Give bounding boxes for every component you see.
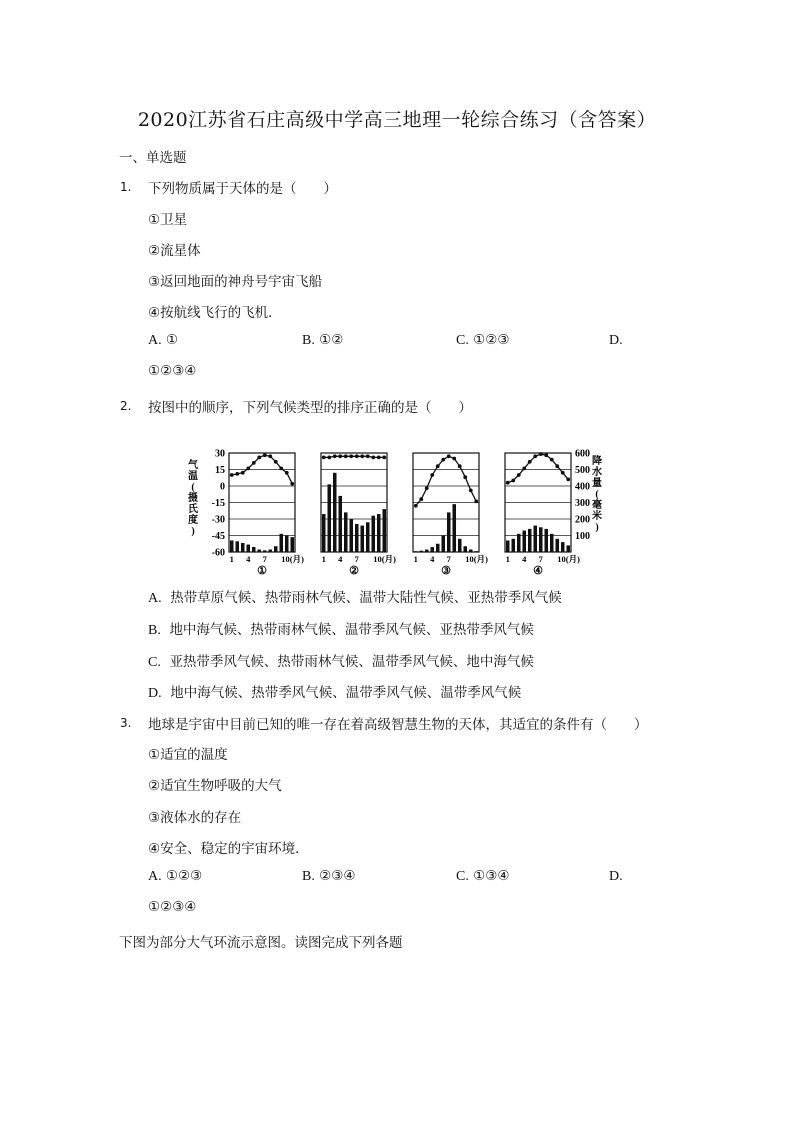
temperature-point [382,456,386,460]
temperature-point [452,457,456,461]
temperature-point [539,452,543,456]
precip-bar [338,496,342,552]
climate-chart-figure [185,446,605,576]
precip-bar [235,541,239,552]
precip-axis-label-char: 水 [592,467,602,478]
temperature-point [366,454,370,458]
option-b[interactable] [302,868,355,885]
precip-axis-label-char: 米 [592,511,602,522]
precip-bar [555,539,559,552]
precip-axis-label-char: 毫 [592,500,602,511]
option-letter: B. [302,869,315,884]
page-title: 2020江苏省石庄高级中学高三地理一轮综合练习（含答案） [137,109,657,131]
option-letter: D. [609,333,623,348]
precip-bar [241,543,245,552]
temperature-point [230,473,234,477]
precip-axis-label-char: ( [595,489,599,500]
statement-item: ②流星体 [148,243,201,259]
precip-bar [544,529,548,552]
precip-bar [561,542,565,552]
month-tick-label: 1 [229,554,234,564]
temperature-point [474,500,478,504]
precip-bar [344,512,348,552]
option-letter: A. [148,869,162,884]
option-c[interactable] [456,332,509,349]
option-d[interactable] [609,868,623,885]
precip-bar [360,526,364,552]
month-tick-label: 1 [505,554,510,564]
precip-bar [333,473,337,552]
question-stem: 地球是宇宙中目前已知的唯一存在着高级智慧生物的天体，其适宜的条件有（ ） [148,717,648,733]
precip-bar [474,551,478,552]
panel-label: ② [349,565,359,576]
precip-bar [327,484,331,552]
temp-tick-label: 30 [215,448,225,460]
precip-bar [322,514,326,552]
precip-bar [539,527,543,552]
next-section-intro: 下图为部分大气环流示意图。读图完成下列各题 [119,935,403,951]
month-tick-label: 1 [321,554,326,564]
option-letter: A. [148,333,162,348]
temperature-point [257,456,261,460]
temperature-point [561,471,565,475]
option-text: ①③④ [473,868,510,884]
precip-bar [419,551,423,552]
precip-bar [436,544,440,552]
precip-axis-label-char: ) [595,522,599,533]
option-text: 地中海气候、热带雨林气候、温带季风气候、亚热带季风气候 [169,622,534,638]
precip-bar [506,540,510,552]
y-axis-label-char: 氏 [188,504,198,515]
temperature-point [333,454,337,458]
month-tick-label: 1 [413,554,418,564]
temperature-point [268,454,272,458]
temperature-point [517,473,521,477]
option-a[interactable] [148,332,178,349]
temperature-point [263,453,267,457]
precip-tick-label: 300 [575,498,590,509]
temperature-point [246,467,250,471]
option-text: 热带草原气候、热带雨林气候、温带大陆性气候、亚热带季风气候 [170,590,562,606]
panel-label: ③ [441,565,451,576]
temperature-point [252,461,256,465]
y-axis-label-char: ) [191,526,195,537]
temperature-point [566,478,570,482]
temperature-point [241,471,245,475]
option-c[interactable] [148,650,534,671]
precip-bar [246,545,250,552]
precip-bar [533,526,537,552]
month-tick-label: 7 [446,554,451,564]
section-heading: 一、单选题 [119,150,187,166]
temperature-point [458,464,462,468]
precip-bar [252,547,256,552]
month-tick-label: 10(月) [465,554,488,564]
precip-bar [274,546,278,552]
y-axis-label-char: ( [191,482,195,493]
precip-bar [257,550,261,552]
option-b[interactable] [148,618,534,639]
precip-bar [511,539,515,552]
temperature-point [430,473,434,477]
precip-tick-label: 400 [575,481,590,493]
temperature-point [279,467,283,471]
month-tick-label: 4 [430,554,435,564]
statement-item: ①适宜的温度 [148,747,228,763]
question-stem: 按图中的顺序，下列气候类型的排序正确的是（ ） [148,400,472,416]
month-tick-label: 4 [522,554,527,564]
month-tick-label: 4 [246,554,251,564]
temperature-point [327,456,331,460]
month-tick-label: 4 [338,554,343,564]
y-axis-label-char: 气 [188,460,198,471]
temperature-point [506,481,510,485]
precip-bar [566,545,570,552]
option-text: ①② [319,332,344,348]
precip-bar [463,546,467,552]
precip-bar [377,514,381,552]
temperature-point [511,479,515,483]
option-letter: C. [456,333,469,348]
temperature-point [344,454,348,458]
temperature-point [274,460,278,464]
option-text: 亚热带季风气候、热带雨林气候、温带季风气候、地中海气候 [169,654,534,670]
question-number: 3. [120,716,132,730]
precip-bar [458,539,462,552]
option-letter: B. [148,623,161,638]
option-text: ①②③ [473,332,510,348]
temperature-point [463,475,467,479]
precip-bar [441,536,445,553]
temperature-point [322,456,326,460]
precip-bar [349,519,353,552]
temperature-point [360,454,364,458]
temperature-point [371,456,375,460]
temperature-point [355,454,359,458]
temperature-point [436,464,440,468]
temperature-point [555,464,559,468]
question-number: 1. [120,180,132,194]
option-letter: D. [609,869,623,884]
precip-bar [382,509,386,552]
option-text: ① [165,332,179,348]
temperature-point [522,467,526,471]
month-tick-label: 10(月) [557,554,580,564]
precip-tick-label: 200 [575,514,590,526]
precip-bar [263,550,267,552]
temperature-point [469,489,473,493]
month-tick-label: 10(月) [281,554,304,564]
precip-bar [279,534,283,552]
precip-bar [430,547,434,552]
y-axis-label-char: 温 [188,471,198,482]
precip-bar [447,512,451,552]
temperature-point [377,456,381,460]
temperature-point [441,458,445,462]
statement-item: ③返回地面的神舟号宇宙飞船 [148,274,323,290]
temperature-point [419,497,423,501]
precip-bar [355,524,359,552]
question-stem: 下列物质属于天体的是（ ） [148,181,337,197]
option-b[interactable] [302,332,343,349]
option-d[interactable] [148,681,521,702]
temperature-line [416,456,477,506]
precip-axis-label-char: 量 [592,478,602,489]
option-letter: C. [148,655,161,670]
precip-bar [230,540,234,552]
question-number: 2. [120,399,132,413]
option-text: ①②③ [165,868,203,884]
statement-item: ③液体水的存在 [148,810,242,826]
month-tick-label: 10(月) [373,554,396,564]
precip-axis-label-char: 降 [592,456,602,467]
option-a[interactable] [148,868,202,885]
precip-tick-label: 600 [575,448,590,460]
precip-bar [268,550,272,552]
precip-bar [550,534,554,552]
temperature-point [338,454,342,458]
statement-item: ①卫星 [148,212,188,228]
option-letter: D. [148,686,162,701]
option-text: ②③④ [319,868,356,884]
temp-tick-label: -15 [211,498,225,509]
temp-tick-label: -45 [211,531,225,542]
temp-tick-label: -30 [211,514,225,526]
precip-bar [452,504,456,552]
temp-tick-label: 0 [220,481,225,493]
temp-tick-label: -60 [211,547,225,559]
temperature-point [528,460,532,464]
precip-bar [366,522,370,552]
precip-bar [414,551,418,552]
option-d-text: ①②③④ [148,363,197,379]
precip-bar [469,550,473,552]
temperature-point [544,453,548,457]
precip-bar [285,536,289,553]
month-tick-label: 7 [538,554,543,564]
precip-tick-label: 500 [575,465,590,476]
precip-bar [425,550,429,552]
precip-bar [517,534,521,552]
panel-label: ① [257,565,267,576]
temperature-point [290,482,294,486]
month-tick-label: 7 [354,554,359,564]
temperature-line [508,454,569,483]
temp-tick-label: 15 [215,465,225,476]
statement-item: ④按航线飞行的飞机． [148,305,282,321]
statement-item: ④安全、稳定的宇宙环境． [148,841,309,857]
y-axis-label-char: 度 [188,515,198,526]
option-d[interactable] [609,332,623,349]
option-letter: A. [148,591,162,606]
temperature-point [235,472,239,476]
precip-bar [522,531,526,552]
month-tick-label: 7 [262,554,267,564]
temperature-point [414,504,418,508]
precip-bar [528,529,532,552]
precip-tick-label: 100 [575,531,590,542]
option-c[interactable] [456,868,509,885]
option-text: 地中海气候、热带季风气候、温带季风气候、温带季风气候 [170,685,522,701]
option-letter: C. [456,869,469,884]
panel-label: ④ [533,565,543,576]
temperature-point [349,454,353,458]
option-a[interactable] [148,586,562,607]
precip-bar [371,516,375,552]
temperature-point [533,454,537,458]
precip-bar [290,537,294,552]
temperature-point [550,458,554,462]
statement-item: ②适宜生物呼吸的大气 [148,778,282,794]
temperature-point [285,471,289,475]
temperature-line [324,456,385,457]
y-axis-label-char: 摄 [188,493,198,504]
option-letter: B. [302,333,315,348]
temperature-point [425,486,429,490]
option-d-text: ①②③④ [148,899,197,915]
temperature-point [447,454,451,458]
